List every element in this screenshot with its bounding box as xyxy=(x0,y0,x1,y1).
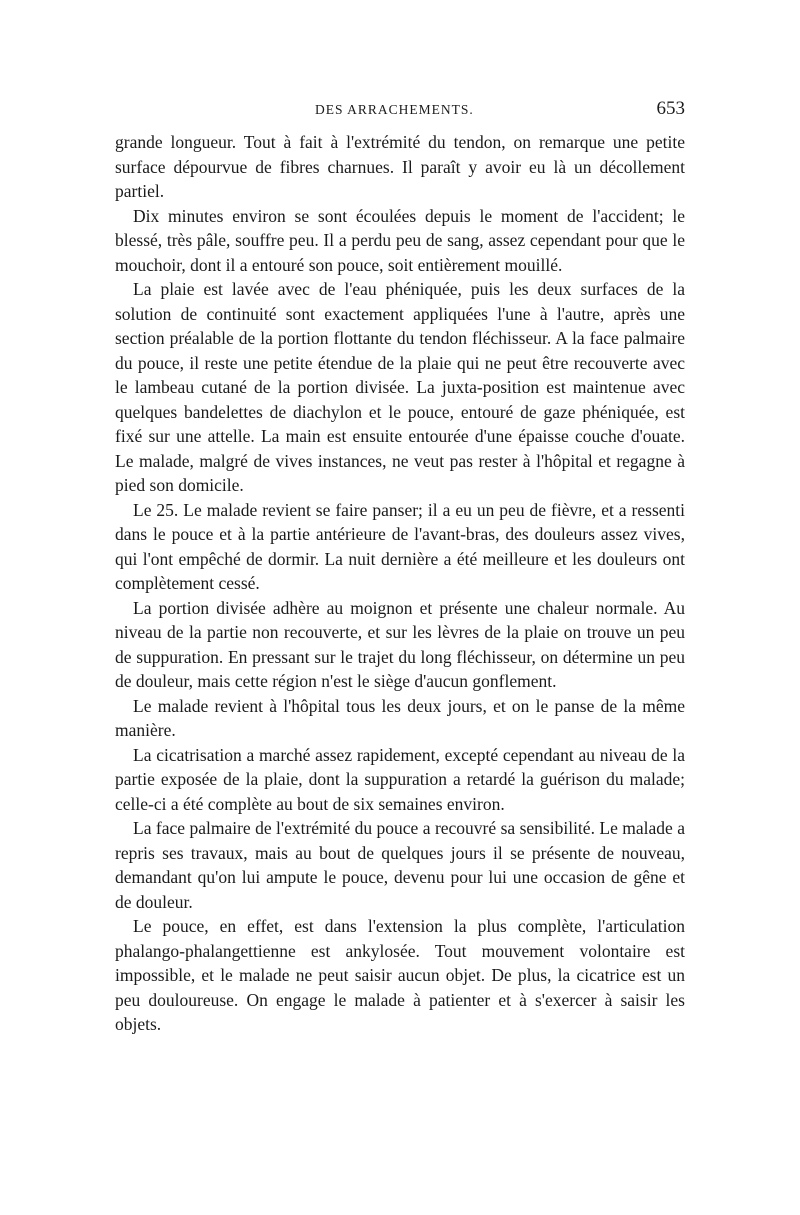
paragraph: Le malade revient à l'hôpital tous les deux jours, et on le panse de la même manière. xyxy=(115,695,685,740)
body-text xyxy=(115,130,685,1037)
page-header xyxy=(115,100,685,126)
paragraph: La face palmaire de l'extrémité du pouce a recouvré sa sensibilité. Le malade a repris ses travaux, mais au bout de quelques jours il se présente de nouveau, demandant qu'on lui ampute le pouce, devenu pour lui une occasion de gêne et de douleur. xyxy=(115,818,685,912)
paragraph: La portion divisée adhère au moignon et présente une chaleur normale. Au niveau de la partie non recouverte, et sur les lèvres de la plaie on trouve un peu de suppuration. En pressant sur le trajet du long fléchisseur, on détermine un peu de douleur, mais cette région n'est le siège d'aucun gonflement. xyxy=(115,597,685,691)
paragraph: Le 25. Le malade revient se faire panser; il a eu un peu de fièvre, et a ressenti dans le pouce et à la partie antérieure de l'avant-bras, des douleurs assez vives, qui l'ont empêché de dormir. La nuit dernière a été meilleure et les douleurs ont complètement cessé. xyxy=(115,499,685,593)
paragraph: grande longueur. Tout à fait à l'extrémité du tendon, on remarque une petite surface dépourvue de fibres charnues. Il paraît y avoir eu là un décollement partiel. xyxy=(115,132,685,201)
page-number: 653 xyxy=(656,98,685,119)
paragraph: Dix minutes environ se sont écoulées depuis le moment de l'accident; le blessé, très pâle, souffre peu. Il a perdu peu de sang, assez cependant pour que le mouchoir, dont il a entouré son pouce, soit entièrement mouillé. xyxy=(115,205,685,275)
running-title: DES ARRACHEMENTS. xyxy=(315,102,474,117)
paragraph: Le pouce, en effet, est dans l'extension la plus complète, l'articulation phalango-phalangettienne est ankylosée. Tout mouvement volontaire est impossible, et le malade ne peut saisir aucun objet. De plus, la cicatrice est un peu douloureuse. On engage le malade à patienter et à s'exercer à saisir les objets. xyxy=(115,916,685,1034)
paragraph: La cicatrisation a marché assez rapidement, excepté cependant au niveau de la partie exposée de la plaie, dont la suppuration a retardé la guérison du malade; celle-ci a été complète au bout de six semaines environ. xyxy=(115,744,685,814)
paragraph: La plaie est lavée avec de l'eau phéniquée, puis les deux surfaces de la solution de continuité sont exactement appliquées l'une à l'autre, après une section préalable de la portion flottante du tendon fléchisseur. A la face palmaire du pouce, il reste une petite étendue de la plaie qui ne peut être recouverte avec le lambeau cutané de la portion divisée. La juxta-position est maintenue avec quelques bandelettes de diachylon et le pouce, entouré de gaze phéniquée, est fixé sur une attelle. La main est ensuite entourée d'une épaisse couche d'ouate. Le malade, malgré de vives instances, ne veut pas rester à l'hôpital et regagne à pied son domicile. xyxy=(115,279,685,495)
